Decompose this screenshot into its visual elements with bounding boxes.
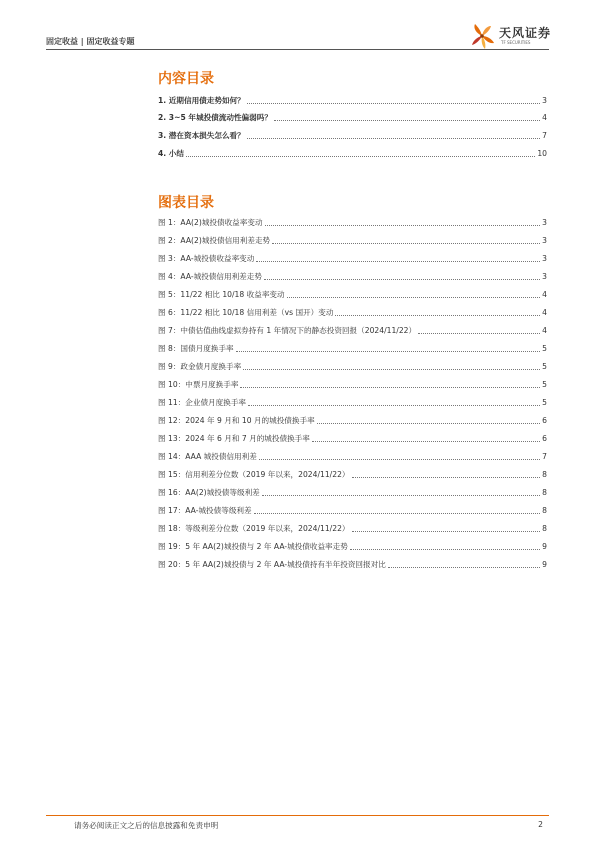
leader-dots <box>256 260 540 262</box>
chart-item-label: 图 15：信用利差分位数（2019 年以来，2024/11/22） <box>158 470 350 479</box>
logo-text-en: TF SECURITIES <box>501 40 531 45</box>
tf-securities-logo-icon <box>468 21 498 51</box>
chart-item-page: 8 <box>542 488 547 497</box>
contents-item-page: 10 <box>537 149 547 158</box>
contents-item-label: 2. 3~5 年城投债流动性偏弱吗？ <box>158 113 272 122</box>
logo-text-cn: 天风证券 <box>499 26 552 40</box>
chart-item-page: 3 <box>542 272 547 281</box>
chart-item[interactable] <box>158 468 547 480</box>
leader-dots <box>312 440 540 442</box>
contents-item-label: 4. 小结 <box>158 149 184 158</box>
leader-dots <box>259 458 540 460</box>
chart-item-label: 图 10：中票月度换手率 <box>158 380 239 389</box>
leader-dots <box>272 242 540 244</box>
contents-item-page: 7 <box>542 131 547 140</box>
chart-item-page: 8 <box>542 506 547 515</box>
leader-dots <box>254 512 541 514</box>
chart-item[interactable] <box>158 342 547 354</box>
chart-item-page: 5 <box>542 398 547 407</box>
tf-securities-logo <box>468 21 558 51</box>
chart-item[interactable] <box>158 252 547 264</box>
footer-divider <box>46 815 549 816</box>
chart-item[interactable] <box>158 378 547 390</box>
chart-item-label: 图 1：AA(2)城投债收益率变动 <box>158 218 263 227</box>
chart-item-label: 图 20：5 年 AA(2)城投债与 2 年 AA-城投债持有半年投资回报对比 <box>158 560 386 569</box>
chart-item-page: 5 <box>542 380 547 389</box>
leader-dots <box>243 368 540 370</box>
contents-item[interactable] <box>158 129 547 141</box>
contents-item[interactable] <box>158 147 547 159</box>
contents-title: 内容目录 <box>158 71 214 87</box>
chart-item[interactable] <box>158 234 547 246</box>
chart-item-label: 图 4：AA-城投债信用利差走势 <box>158 272 262 281</box>
chart-item[interactable] <box>158 558 547 570</box>
leader-dots <box>247 137 540 139</box>
leader-dots <box>262 494 540 496</box>
charts-title: 图表目录 <box>158 195 214 211</box>
contents-item-label: 1. 近期信用债走势如何？ <box>158 96 245 105</box>
chart-item[interactable] <box>158 288 547 300</box>
chart-item-page: 5 <box>542 344 547 353</box>
chart-item-page: 6 <box>542 434 547 443</box>
chart-item[interactable] <box>158 216 547 228</box>
chart-item[interactable] <box>158 450 547 462</box>
leader-dots <box>265 224 541 226</box>
chart-item-page: 3 <box>542 254 547 263</box>
chart-item-label: 图 8：国债月度换手率 <box>158 344 234 353</box>
leader-dots <box>247 102 540 104</box>
contents-item-page: 4 <box>542 113 547 122</box>
chart-item[interactable] <box>158 270 547 282</box>
chart-item-label: 图 3：AA-城投债收益率变动 <box>158 254 255 263</box>
chart-item[interactable] <box>158 414 547 426</box>
chart-item-label: 图 2：AA(2)城投债信用利差走势 <box>158 236 271 245</box>
leader-dots <box>240 386 540 388</box>
chart-item-page: 7 <box>542 452 547 461</box>
contents-item[interactable] <box>158 94 547 106</box>
leader-dots <box>352 476 541 478</box>
leader-dots <box>287 296 541 298</box>
chart-item-page: 4 <box>542 326 547 335</box>
contents-item-label: 3. 潜在资本损失怎么看？ <box>158 131 245 140</box>
chart-item-label: 图 13：2024 年 6 月和 7 月的城投债换手率 <box>158 434 310 443</box>
chart-item[interactable] <box>158 396 547 408</box>
chart-item-page: 9 <box>542 560 547 569</box>
chart-item[interactable] <box>158 522 547 534</box>
chart-item-page: 4 <box>542 308 547 317</box>
leader-dots <box>236 350 541 352</box>
chart-item-label: 图 18：等级利差分位数（2019 年以来，2024/11/22） <box>158 524 350 533</box>
chart-item-label: 图 11：企业债月度换手率 <box>158 398 247 407</box>
chart-item-label: 图 7：中债估值曲线虚拟券持有 1 年情况下的静态投资回报（2024/11/22） <box>158 326 417 335</box>
leader-dots <box>274 119 540 121</box>
leader-dots <box>418 332 540 334</box>
chart-item[interactable] <box>158 324 547 336</box>
chart-item-page: 8 <box>542 524 547 533</box>
chart-item[interactable] <box>158 540 547 552</box>
chart-item-page: 6 <box>542 416 547 425</box>
leader-dots <box>352 530 541 532</box>
chart-item[interactable] <box>158 504 547 516</box>
leader-dots <box>317 422 540 424</box>
leader-dots <box>264 278 540 280</box>
chart-item-page: 4 <box>542 290 547 299</box>
chart-item-label: 图 19：5 年 AA(2)城投债与 2 年 AA-城投债收益率走势 <box>158 542 348 551</box>
chart-item-label: 图 16：AA(2)城投债等级利差 <box>158 488 260 497</box>
chart-item-label: 图 12：2024 年 9 月和 10 月的城投债换手率 <box>158 416 315 425</box>
chart-item-page: 3 <box>542 236 547 245</box>
chart-item-page: 3 <box>542 218 547 227</box>
chart-item-label: 图 14：AAA 城投债信用利差 <box>158 452 257 461</box>
chart-item-label: 图 9：政金债月度换手率 <box>158 362 242 371</box>
chart-item-page: 5 <box>542 362 547 371</box>
chart-item-label: 图 6：11/22 相比 10/18 信用利差（vs 国开）变动 <box>158 308 334 317</box>
chart-item-label: 图 17：AA-城投债等级利差 <box>158 506 252 515</box>
leader-dots <box>248 404 540 406</box>
chart-item-label: 图 5：11/22 相比 10/18 收益率变动 <box>158 290 285 299</box>
leader-dots <box>186 155 535 157</box>
chart-item[interactable] <box>158 360 547 372</box>
header-category: 固定收益 | 固定收益专题 <box>46 37 135 46</box>
contents-item-page: 3 <box>542 96 547 105</box>
chart-item-page: 9 <box>542 542 547 551</box>
chart-item[interactable] <box>158 432 547 444</box>
contents-item[interactable] <box>158 111 547 123</box>
chart-item[interactable] <box>158 486 547 498</box>
leader-dots <box>335 314 540 316</box>
page-number: 2 <box>538 820 543 829</box>
leader-dots <box>350 548 540 550</box>
chart-item[interactable] <box>158 306 547 318</box>
chart-item-page: 8 <box>542 470 547 479</box>
footer-disclaimer: 请务必阅读正文之后的信息披露和免责申明 <box>74 821 219 830</box>
leader-dots <box>388 566 540 568</box>
